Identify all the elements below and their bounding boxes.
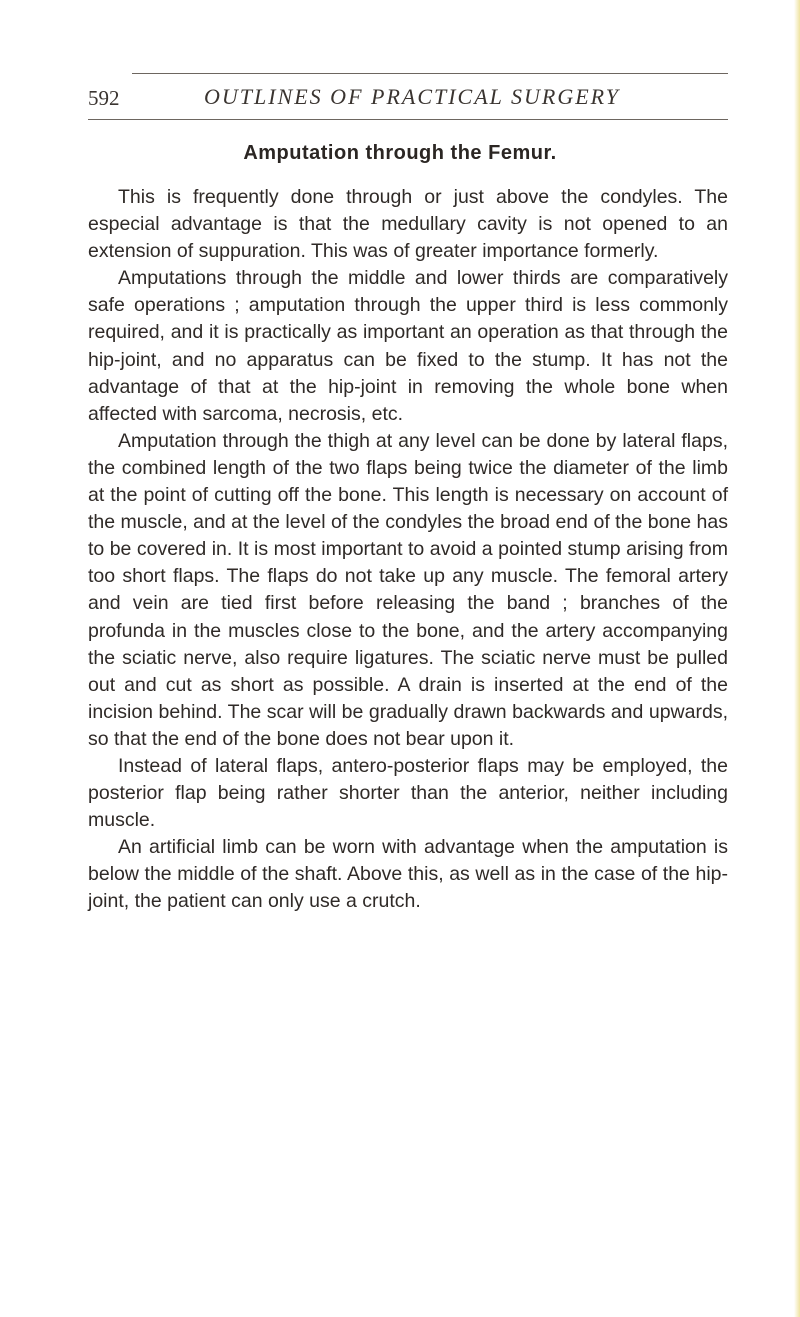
header-rule-top	[132, 73, 728, 74]
paragraph-3: Amputation through the thigh at any level can be done by lateral flaps, the combined length of the two flaps being twice the diameter of the limb at the point of cutting off the bone. This length is necessary on account of the muscle, and at the level of the condyles the broad end of the bone has to be covered in. It is most important to avoid a pointed stump arising from too short flaps. The flaps do not take up any muscle. The femoral artery and vein are tied first before releasing the band ; branches of the profunda in the muscles close to the bone, and the artery accompanying the sciatic nerve, also require ligatures. The sciatic nerve must be pulled out and cut as short as possible. A drain is inserted at the end of the incision behind. The scar will be gradually drawn backwards and upwards, so that the end of the bone does not bear upon it.	[88, 429, 728, 750]
page-number: 592	[88, 86, 120, 110]
paragraph-2: Amputations through the middle and lower thirds are comparatively safe operations ; amputation through the upper third is less commonly required, and it is practically as important an operation as that through the hip-joint, and no apparatus can be fixed to the stump. It has not the advantage of that at the hip-joint in removing the whole bone when affected with sarcoma, necrosis, etc.	[88, 267, 728, 425]
header-rule-bottom	[88, 119, 728, 120]
running-head-title: OUTLINES OF PRACTICAL SURGERY	[204, 84, 620, 109]
paragraph-4: Instead of lateral flaps, antero-posterior flaps may be employed, the posterior flap being rather shorter than the anterior, neither including muscle.	[88, 754, 728, 832]
page-edge-shadow	[794, 0, 800, 1317]
paragraph-5: An artificial limb can be worn with advantage when the amputation is below the middle of the shaft. Above this, as well as in the case of the hip-joint, the patient can only use a crutch.	[88, 836, 728, 913]
body-text	[88, 184, 728, 916]
section-heading: Amputation through the Femur.	[243, 142, 557, 164]
paragraph-1: This is frequently done through or just above the condyles. The especial advantage is that the medullary cavity is not opened to an extension of suppuration. This was of greater importance formerly.	[88, 186, 728, 263]
